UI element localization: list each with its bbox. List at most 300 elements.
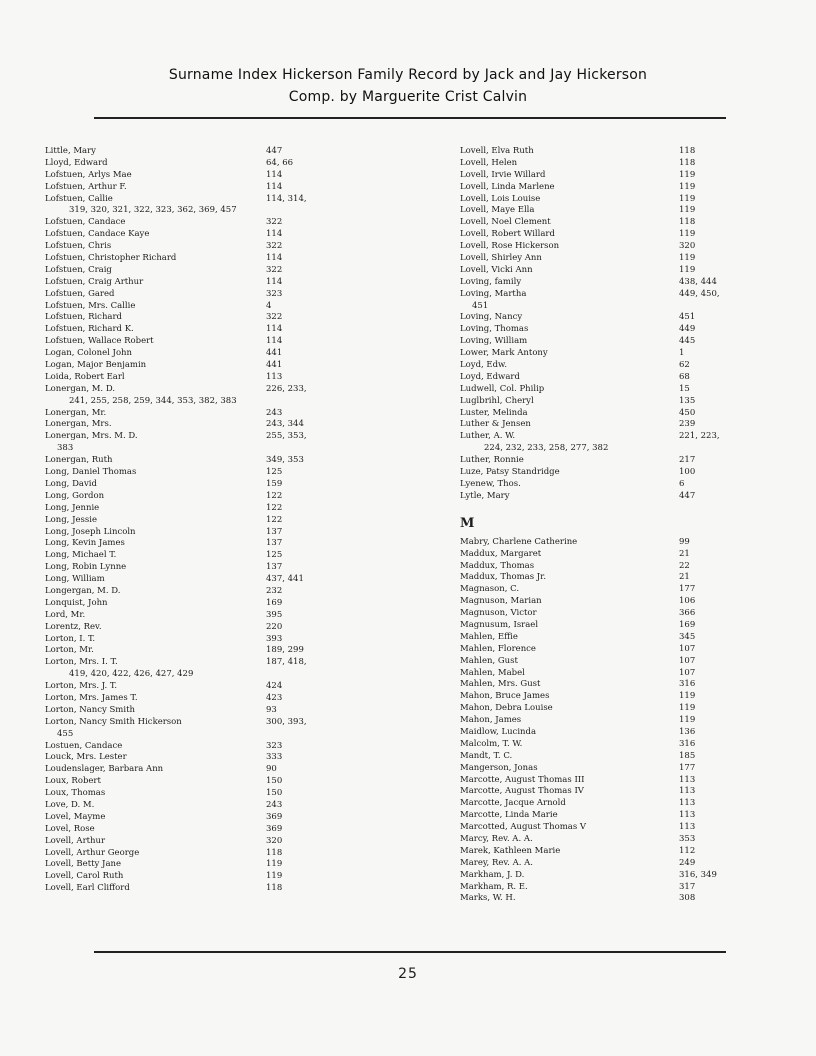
bottom-divider [94, 951, 726, 953]
entry-pages: 169 [266, 597, 283, 608]
entry-pages: 423 [266, 692, 283, 703]
entry-name: Marcotte, Jacque Arnold [460, 798, 566, 809]
entry-name: Lovell, Rose Hickerson [460, 241, 560, 252]
index-entry-continuation [45, 729, 375, 741]
index-entry [460, 691, 735, 703]
entry-pages: 90 [266, 764, 277, 775]
entry-pages: 21 [679, 548, 690, 559]
entry-name: Long, Robin Lynne [45, 562, 127, 573]
index-entry [45, 289, 375, 301]
entry-name: Mahlen, Effie [460, 631, 518, 642]
index-entry [460, 846, 735, 858]
entry-name: Marek, Kathleen Marie [460, 845, 561, 856]
entry-pages: 447 [266, 146, 283, 156]
entry-name: Mahon, Bruce James [460, 691, 550, 702]
entry-pages: 369 [266, 811, 283, 822]
entry-name: Long, Michael T. [45, 550, 117, 561]
index-entry [460, 822, 735, 834]
entry-name: Marcotte, Linda Marie [460, 810, 558, 821]
entry-name: Lovel, Rose [45, 823, 95, 834]
index-column-left [45, 146, 375, 895]
index-entry [460, 324, 735, 336]
index-entry [460, 372, 735, 384]
entry-name: Lofstuen, Richard K. [45, 324, 134, 335]
entry-pages: 118 [679, 157, 696, 168]
index-entry [460, 205, 735, 217]
index-entry [45, 348, 375, 360]
entry-name: Lovell, Linda Marlene [460, 181, 555, 192]
entry-pages: 68 [679, 371, 690, 382]
entry-pages: 316 [679, 738, 696, 749]
entry-name: Lord, Mr. [45, 609, 86, 620]
entry-pages: 125 [266, 550, 283, 561]
index-entry [460, 419, 735, 431]
index-entry [45, 622, 375, 634]
entry-pages: 447 [679, 490, 696, 501]
index-entry [460, 170, 735, 182]
index-entry [460, 775, 735, 787]
entry-pages: 255, 353, [266, 431, 307, 442]
index-entry [460, 608, 735, 620]
entry-name: Marks, W. H. [460, 893, 516, 904]
entry-pages: 119 [679, 193, 696, 204]
index-entry [45, 634, 375, 646]
index-entry [45, 550, 375, 562]
index-entry [45, 217, 375, 229]
index-entry [45, 194, 375, 206]
index-entry [45, 253, 375, 265]
index-entry [460, 194, 735, 206]
entry-pages: 106 [679, 596, 696, 607]
entry-pages: 113 [679, 798, 696, 809]
index-entry [460, 479, 735, 491]
entry-name: Long, Daniel Thomas [45, 467, 137, 478]
index-entries-l-continued [460, 146, 735, 503]
index-entry [45, 812, 375, 824]
entry-pages: 22 [679, 560, 690, 571]
entry-pages: 112 [679, 845, 696, 856]
entry-name: Lovell, Maye Ella [460, 205, 535, 216]
entry-name: Longergan, M. D. [45, 585, 121, 596]
entry-pages: 349, 353 [266, 455, 304, 466]
entry-name: Lofstuen, Chris [45, 241, 112, 252]
entry-pages: 185 [679, 750, 696, 761]
index-entry [45, 764, 375, 776]
entry-name: Lofstuen, Gared [45, 288, 115, 299]
index-entry-continuation [460, 301, 735, 313]
entry-name: Lloyd, Edward [45, 157, 108, 168]
entry-pages: 114 [266, 169, 283, 180]
entry-name: Loving, family [460, 276, 522, 287]
index-entry [460, 217, 735, 229]
index-entry [45, 312, 375, 324]
entry-name: Lonergan, Mrs. M. D. [45, 431, 138, 442]
entry-name: Luze, Patsy Standridge [460, 467, 560, 478]
index-entry [45, 515, 375, 527]
entry-pages: 62 [679, 360, 690, 371]
entry-name: Markham, J. D. [460, 869, 525, 880]
entry-name: Lovell, Betty Jane [45, 859, 122, 870]
index-entry-continuation [460, 443, 735, 455]
entry-name: Lofstuen, Candace [45, 217, 126, 228]
index-entry [460, 893, 735, 905]
entry-name: Maidlow, Lucinda [460, 726, 537, 737]
index-entry [460, 810, 735, 822]
index-entry [45, 265, 375, 277]
index-entry [45, 241, 375, 253]
entry-pages: 118 [679, 217, 696, 228]
entry-name: Mangerson, Jonas [460, 762, 538, 773]
index-entry [45, 431, 375, 443]
index-entry [45, 824, 375, 836]
entry-pages: 118 [679, 146, 696, 156]
index-entry [45, 384, 375, 396]
entry-name: Loida, Robert Earl [45, 371, 125, 382]
entry-name: Lower, Mark Antony [460, 348, 548, 359]
entry-pages: 369 [266, 823, 283, 834]
entry-pages: 113 [679, 822, 696, 833]
index-entry [460, 491, 735, 503]
entry-name: Lovell, Lois Louise [460, 193, 541, 204]
index-entry [45, 574, 375, 586]
entry-name: Lorentz, Rev. [45, 621, 102, 632]
entry-pages: 100 [679, 467, 696, 478]
entry-pages: 136 [679, 726, 696, 737]
entry-pages: 114 [266, 336, 283, 347]
entry-name: Marcotte, August Thomas IV [460, 786, 584, 797]
section-letter-heading: M [460, 515, 475, 531]
entry-pages: 177 [679, 762, 696, 773]
entry-pages: 122 [266, 502, 283, 513]
entry-name: 451 [472, 300, 489, 311]
entry-name: Loyd, Edward [460, 371, 520, 382]
index-entry [460, 396, 735, 408]
index-entry [460, 360, 735, 372]
entry-pages: 21 [679, 572, 690, 583]
entry-pages: 177 [679, 584, 696, 595]
entry-pages: 114 [266, 181, 283, 192]
entry-name: Marcotted, August Thomas V [460, 822, 587, 833]
index-entry [460, 408, 735, 420]
entry-name: Lorton, Mr. [45, 645, 94, 656]
entry-name: Lytle, Mary [460, 490, 510, 501]
entry-name: Marcotte, August Thomas III [460, 774, 585, 785]
entry-name: 319, 320, 321, 322, 323, 362, 369, 457 [69, 205, 237, 216]
index-entry [460, 751, 735, 763]
entry-name: Lovell, Noel Clement [460, 217, 551, 228]
page-header [0, 64, 816, 108]
entry-name: Lofstuen, Callie [45, 193, 113, 204]
entry-pages: 137 [266, 538, 283, 549]
entry-pages: 119 [679, 169, 696, 180]
entry-name: Loving, William [460, 336, 528, 347]
entry-name: Lostuen, Candace [45, 740, 123, 751]
index-entry [45, 705, 375, 717]
entry-pages: 322 [266, 217, 283, 228]
index-entry [45, 527, 375, 539]
entry-pages: 114 [266, 324, 283, 335]
entry-pages: 451 [679, 312, 696, 323]
entry-pages: 107 [679, 655, 696, 666]
index-entry [45, 562, 375, 574]
index-entry [45, 503, 375, 515]
entry-pages: 441 [266, 360, 283, 371]
entry-name: Logan, Major Benjamin [45, 360, 147, 371]
entry-name: 224, 232, 233, 258, 277, 382 [484, 443, 609, 454]
entry-name: Luther & Jensen [460, 419, 531, 430]
entry-name: Lofstuen, Arlys Mae [45, 169, 132, 180]
index-entry [45, 491, 375, 503]
entry-pages: 221, 223, [679, 431, 720, 442]
entry-pages: 226, 233, [266, 383, 307, 394]
entry-pages: 135 [679, 395, 696, 406]
entry-pages: 119 [679, 181, 696, 192]
entry-pages: 137 [266, 526, 283, 537]
header-title-line-2: Comp. by Marguerite Crist Calvin [288, 89, 528, 105]
entry-name: Long, Jennie [45, 502, 100, 513]
entry-pages: 169 [679, 619, 696, 630]
entry-name: Lorton, Mrs. J. T. [45, 681, 118, 692]
entry-pages: 393 [266, 633, 283, 644]
entry-pages: 6 [679, 478, 685, 489]
entry-name: Lovell, Arthur [45, 835, 106, 846]
entry-name: Lovell, Helen [460, 157, 518, 168]
index-entry [460, 632, 735, 644]
index-entry [45, 538, 375, 550]
entry-pages: 323 [266, 740, 283, 751]
entry-name: Lorton, Mrs. I. T. [45, 657, 118, 668]
entry-pages: 189, 299 [266, 645, 304, 656]
entry-name: Long, Kevin James [45, 538, 125, 549]
entry-pages: 107 [679, 643, 696, 654]
index-entry [460, 241, 735, 253]
entry-pages: 114 [266, 276, 283, 287]
entry-name: Lovel, Mayme [45, 811, 106, 822]
entry-name: Lonergan, Mrs. [45, 419, 112, 430]
header-title-line-1: Surname Index Hickerson Family Record by Jack and Jay Hickerson [168, 67, 648, 83]
index-entry [460, 182, 735, 194]
index-entry [45, 336, 375, 348]
entry-pages: 119 [266, 859, 283, 870]
entry-pages: 114 [266, 253, 283, 264]
entry-name: Love, D. M. [45, 799, 95, 810]
entry-pages: 159 [266, 478, 283, 489]
entry-name: Long, David [45, 478, 97, 489]
entry-name: Mandt, T. C. [460, 750, 513, 761]
entry-name: Mahlen, Florence [460, 643, 536, 654]
entry-pages: 113 [679, 786, 696, 797]
index-entry [45, 146, 375, 158]
entry-name: Marey, Rev. A. A. [460, 857, 533, 868]
entry-name: Lovell, Carol Ruth [45, 871, 124, 882]
entry-name: Lovell, Elva Ruth [460, 146, 534, 156]
entry-pages: 119 [679, 715, 696, 726]
entry-name: Lorton, Nancy Smith Hickerson [45, 716, 182, 727]
entry-name: Louck, Mrs. Lester [45, 752, 127, 763]
index-entry [45, 741, 375, 753]
entry-name: Lonquist, John [45, 597, 108, 608]
index-entries-m [460, 537, 735, 906]
entry-name: Lofstuen, Arthur F. [45, 181, 127, 192]
top-divider [94, 117, 726, 119]
entry-name: Luther, A. W. [460, 431, 516, 442]
entry-pages: 243, 344 [266, 419, 304, 430]
entry-pages: 119 [679, 264, 696, 275]
entry-name: Magnusum, Israel [460, 619, 539, 630]
index-entry [45, 324, 375, 336]
entry-pages: 15 [679, 383, 690, 394]
index-entry [460, 384, 735, 396]
index-entry [460, 146, 735, 158]
index-entry [460, 727, 735, 739]
entry-pages: 122 [266, 514, 283, 525]
index-entry [45, 372, 375, 384]
entry-name: Luster, Melinda [460, 407, 528, 418]
entry-pages: 424 [266, 681, 283, 692]
index-entry [45, 681, 375, 693]
entry-name: Mahon, James [460, 715, 522, 726]
entry-pages: 150 [266, 788, 283, 799]
index-entry [460, 549, 735, 561]
entry-name: Long, William [45, 574, 105, 585]
entry-pages: 107 [679, 667, 696, 678]
entry-pages: 249 [679, 857, 696, 868]
entry-name: Maddux, Thomas [460, 560, 535, 571]
index-entry [460, 336, 735, 348]
entry-pages: 232 [266, 585, 283, 596]
entry-pages: 1 [679, 348, 685, 359]
entry-pages: 437, 441 [266, 574, 304, 585]
index-entry [460, 715, 735, 727]
entry-name: Lyenew, Thos. [460, 478, 521, 489]
entry-pages: 239 [679, 419, 696, 430]
entry-name: Loving, Nancy [460, 312, 523, 323]
index-entry [460, 561, 735, 573]
entry-name: Luglbrihl, Cheryl [460, 395, 534, 406]
entry-name: Loux, Robert [45, 776, 101, 787]
entry-name: 419, 420, 422, 426, 427, 429 [69, 669, 194, 680]
index-entry [460, 455, 735, 467]
index-entry [45, 848, 375, 860]
entry-name: 383 [57, 443, 74, 454]
entry-pages: 449 [679, 324, 696, 335]
index-entry [45, 883, 375, 895]
entry-pages: 118 [266, 883, 283, 894]
entry-pages: 137 [266, 562, 283, 573]
entry-pages: 438, 444 [679, 276, 717, 287]
entry-name: Loving, Thomas [460, 324, 529, 335]
entry-name: Mahlen, Mabel [460, 667, 525, 678]
entry-name: 455 [57, 728, 74, 739]
entry-pages: 114 [266, 229, 283, 240]
index-entry [460, 739, 735, 751]
index-entry [460, 584, 735, 596]
index-entry [45, 229, 375, 241]
index-entry [460, 644, 735, 656]
entry-pages: 320 [679, 241, 696, 252]
entry-pages: 150 [266, 776, 283, 787]
index-entry [45, 800, 375, 812]
entry-name: 241, 255, 258, 259, 344, 353, 382, 383 [69, 395, 237, 406]
index-entry [45, 170, 375, 182]
entry-pages: 119 [679, 229, 696, 240]
entry-pages: 119 [266, 871, 283, 882]
index-entry [45, 598, 375, 610]
entry-pages: 217 [679, 455, 696, 466]
index-entry [460, 253, 735, 265]
entry-name: Long, Gordon [45, 490, 105, 501]
index-entry [45, 467, 375, 479]
entry-pages: 119 [679, 205, 696, 216]
entry-name: Loyd, Edw. [460, 360, 508, 371]
entry-name: Lofstuen, Richard [45, 312, 122, 323]
entry-name: Lorton, Mrs. James T. [45, 692, 138, 703]
index-entry [460, 834, 735, 846]
index-entry [460, 265, 735, 277]
index-entry [45, 586, 375, 598]
index-entry [45, 158, 375, 170]
index-entry [45, 408, 375, 420]
index-entry [45, 871, 375, 883]
entry-pages: 449, 450, [679, 288, 720, 299]
index-entry [460, 431, 735, 443]
entry-name: Lofstuen, Craig [45, 264, 112, 275]
entry-name: Luther, Ronnie [460, 455, 524, 466]
entry-name: Lovell, Vicki Ann [460, 264, 533, 275]
index-entry [460, 348, 735, 360]
index-entry-continuation [45, 443, 375, 455]
entry-pages: 322 [266, 264, 283, 275]
index-entry [460, 289, 735, 301]
entry-name: Lonergan, M. D. [45, 383, 116, 394]
index-entry [460, 596, 735, 608]
index-entry [45, 645, 375, 657]
index-entry [45, 182, 375, 194]
entry-pages: 93 [266, 704, 277, 715]
index-entry [460, 668, 735, 680]
index-entry [45, 776, 375, 788]
entry-name: Mahlen, Gust [460, 655, 518, 666]
entry-pages: 113 [266, 371, 283, 382]
entry-pages: 119 [679, 703, 696, 714]
entry-pages: 125 [266, 467, 283, 478]
index-entry [45, 788, 375, 800]
entry-name: Lofstuen, Candace Kaye [45, 229, 150, 240]
index-entry-continuation [45, 396, 375, 408]
index-entry [460, 870, 735, 882]
entry-pages: 118 [266, 847, 283, 858]
index-entry [45, 610, 375, 622]
entry-name: Lofstuen, Christopher Richard [45, 253, 177, 264]
entry-pages: 366 [679, 608, 696, 619]
entry-pages: 187, 418, [266, 657, 307, 668]
entry-pages: 441 [266, 348, 283, 359]
entry-pages: 353 [679, 833, 696, 844]
entry-name: Lorton, I. T. [45, 633, 96, 644]
entry-name: Loudenslager, Barbara Ann [45, 764, 164, 775]
entry-name: Lofstuen, Mrs. Callie [45, 300, 136, 311]
entry-name: Lorton, Nancy Smith [45, 704, 135, 715]
entry-pages: 243 [266, 799, 283, 810]
entry-name: Magnuson, Victor [460, 608, 537, 619]
entry-pages: 220 [266, 621, 283, 632]
index-entry-continuation [45, 669, 375, 681]
page-number: 25 [398, 966, 418, 982]
index-entry [460, 763, 735, 775]
entry-pages: 445 [679, 336, 696, 347]
entry-name: Lonergan, Mr. [45, 407, 107, 418]
index-entry [45, 455, 375, 467]
